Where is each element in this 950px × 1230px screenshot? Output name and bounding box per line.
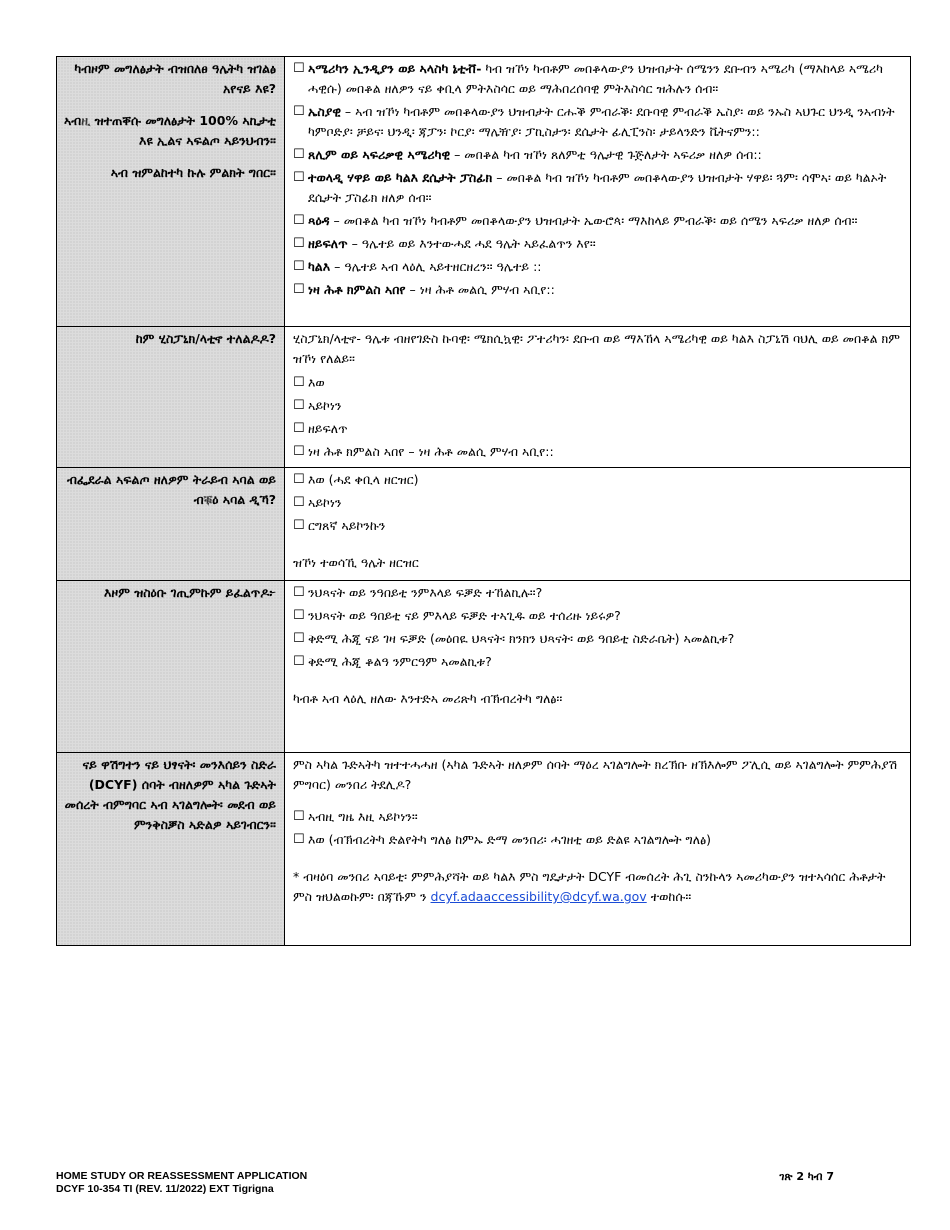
hispanic-question-cell: [57, 327, 285, 468]
page-number: ገጽ 2 ካብ 7: [779, 1170, 834, 1183]
experience-explain-label[interactable]: ካብቶ ኣብ ላዕሊ ዘለው እንተድኣ መሪጽካ ብኽብረትካ ግለፅ፡፡: [293, 691, 563, 706]
spacer: [293, 799, 904, 807]
hispanic-option-unknown[interactable]: ☐ ዘይፍለጥ: [293, 419, 904, 439]
checkbox[interactable]: ☐: [293, 631, 305, 646]
tribe-question: ብፌደራል ኣፍልጦ ዘለዎም ትራይብ ኣባል ወይ ብቑዕ ኣባል ዲኻ?: [67, 472, 276, 507]
race-disclaimer: ኣብዚ ዝተጠቐሱ መግለፅታት 100% ኣኪታቲ እዩ ኢልና ኣፍልጦ ኣይንህብን፡፡: [63, 113, 276, 148]
experience-option-prior-license[interactable]: ☐ ቅድሚ ሕጂ ናይ ገዛ ፍቓድ (መዕበዪ ህጻናት፡ ክንክን ህጻናት፡ ወይ ዓበይቲ ስድራቤት) ኣመልኪቱ?: [293, 629, 904, 649]
tribe-option-no[interactable]: ☐ ኣይኮነን: [293, 493, 904, 513]
checkbox[interactable]: ☐: [293, 585, 305, 600]
race-option-decline[interactable]: ☐ ነዛ ሕቶ ክምልስ ኣበየ – ነዛ ሕቶ መልሲ ምሃብ ኣቢየ::: [293, 280, 904, 300]
hispanic-option-decline[interactable]: ☐ ነዛ ሕቶ ክምልስ ኣበየ – ነዛ ሕቶ መልሲ ምሃብ ኣቢየ::: [293, 442, 904, 462]
accommodation-option-yes[interactable]: ☐ እወ (ብኽብረትካ ድልየትካ ግለፅ ከምኡ ድማ መንበሪ፡ ሓገዘቲ ወይ ድልዩ ኣገልግሎት ግለፅ): [293, 830, 904, 850]
checkbox[interactable]: ☐: [293, 495, 305, 510]
row-hispanic: [57, 327, 911, 468]
race-option-black[interactable]: ☐ ጸሊም ወይ ኣፍሪቃዊ ኣሜሪካዊ – መበቆል ካብ ዝኾነ ጸለምቲ ዓሌታዊ ጉጅለታት ኣፍሪቃ ዘለዎ ሰብ::: [293, 145, 904, 165]
checkbox[interactable]: ☐: [293, 809, 305, 824]
checkbox[interactable]: ☐: [293, 444, 305, 459]
hispanic-option-no[interactable]: ☐ ኣይኮነን: [293, 396, 904, 416]
race-options-cell: [285, 57, 911, 327]
checkbox[interactable]: ☐: [293, 104, 305, 119]
checkbox[interactable]: ☐: [293, 608, 305, 623]
race-instruction: ኣብ ዝምልከተካ ኩሉ ምልክት ግበር፡፡: [110, 165, 276, 180]
checkbox[interactable]: ☐: [293, 375, 305, 390]
checkbox[interactable]: ☐: [293, 61, 305, 76]
experience-question: እዞም ዝስዕቡ ገጢምኩም ይፈልጥዶ፦: [104, 585, 276, 600]
checkbox[interactable]: ☐: [293, 832, 305, 847]
accommodation-options-cell: [285, 753, 911, 946]
tribe-additional-label[interactable]: ዝኾነ ተወሳኺ ዓሌት ዘርዝር: [293, 555, 419, 570]
ada-email-link[interactable]: dcyf.adaaccessibility@dcyf.wa.gov: [430, 889, 647, 904]
checkbox[interactable]: ☐: [293, 213, 305, 228]
experience-question-cell: [57, 581, 285, 753]
checkbox[interactable]: ☐: [293, 259, 305, 274]
checkbox[interactable]: ☐: [293, 398, 305, 413]
experience-option-prior-adoption[interactable]: ☐ ቅድሚ ሕጂ ቆልዓ ንምርዓም ኣመልኪቱ?: [293, 652, 904, 672]
accommodation-question: ምስ ኣካል ጉድኣትካ ዝተተሓሓዘ (ኣካል ጉድኣት ዘለዎም ሰባት ማዕረ ኣገልግሎት ክረኽቡ ዘኽእሎም ፖሊሲ ወይ ኣገልግሎት ምምሕያሽ ምግባር) መንበሪ ትደሊዶ?: [293, 757, 898, 792]
spacer: [293, 539, 904, 553]
checkbox[interactable]: ☐: [293, 518, 305, 533]
checkbox[interactable]: ☐: [293, 147, 305, 162]
checkbox[interactable]: ☐: [293, 654, 305, 669]
accommodation-note: * ብዛዕባ መንበሪ ኣባይቲ፡ ምምሕያሻት ወይ ካልእ ምስ ግዴታታት DCYF ብመሰረት ሕጊ ስንኩላን ኣመሪካውያን ዝተኣሳሰር ሕቶታት ምስ ዝህልወኩም፡ በጃኹም ን dcyf.adaaccessibility@dcyf.wa.gov ተወከሱ።: [293, 869, 886, 904]
tribe-option-unsure[interactable]: ☐ ርግጸኛ ኣይኮንኩን: [293, 516, 904, 536]
race-question: ካብዞም መግለፅታት ብዝበለፀ ዓሌትካ ዝገልፅ አየናይ እዩ?: [74, 61, 276, 96]
row-accommodation: [57, 753, 911, 946]
accommodation-statement: ናይ ዋሽግተን ናይ ህፃናት፡ መንእሰይን ስድራ (DCYF) ሰባት ብዘለዎም ኣካል ጉድኣት መሰረት ብምግባር ኣብ ኣገልግሎት፡ መደብ ወይ ምንቅስቓስ ኣድልዎ ኣይገብርን፡፡: [64, 757, 276, 832]
row-tribe: [57, 468, 911, 581]
tribe-option-yes[interactable]: ☐ እወ (ሓደ ቀቢላ ዘርዝር): [293, 470, 904, 490]
experience-option-license-denied[interactable]: ☐ ንህጻናት ወይ ንዓበይቲ ንምእላይ ፍቓድ ተኸልኪሉ።?: [293, 583, 904, 603]
hispanic-options-cell: [285, 327, 911, 468]
form-number: DCYF 10-354 TI (REV. 11/2022) EXT Tigrigna: [56, 1183, 274, 1195]
spacer: [293, 853, 904, 867]
race-option-pacific-islander[interactable]: ☐ ተወላዲ ሃዋይ ወይ ካልእ ደሴታት ፓስፊክ – መበቆል ካብ ዝኾነ ካብቶም መበቆላውያን ህዝብታት ሃዋይ፡ ጓም፡ ሳሞኣ፡ ወይ ካልኦት ደሴታት ፓስፊክ ዘለዎ ሰብ።: [293, 170, 887, 205]
checkbox[interactable]: ☐: [293, 170, 305, 185]
experience-option-license-revoked[interactable]: ☐ ንህጻናት ወይ ዓበይቲ ናይ ምእላይ ፍቓድ ተኣጊዱ ወይ ተሰሪዙ ነይሩዎ?: [293, 606, 904, 626]
race-option-american-indian[interactable]: ☐ ኣሜሪካን ኢንዲያን ወይ ኣላስካ ኔቲቭ- ካብ ዝኾነ ካብቶም መበቆላውያን ህዝብታት ሰሜንን ደቡብን ኣሜሪካ (ማእከላይ ኣሜሪካ ሓዊሱ) መበቆል ዘለዎን ናይ ቀቢላ ምትእስሳር ወይ ማሕበረሰባዊ ምትእስሳር ዝሕሉን ሰብ።: [293, 61, 883, 96]
form-footer: [56, 1170, 307, 1196]
accommodation-option-no[interactable]: ☐ ኣብዚ ግዜ እዚ ኣይኮነን።: [293, 807, 904, 827]
race-option-white[interactable]: ☐ ጻዕዳ – መበቆል ካብ ዝኾነ ካብቶም መበቆላውያን ህዝብታት ኤውሮጳ፡ ማእከላይ ምብራቕ፡ ወይ ሰሜን ኣፍሪቃ ዘለዎ ሰብ።: [293, 211, 904, 231]
row-race: [57, 57, 911, 327]
experience-options-cell: [285, 581, 911, 753]
accommodation-question-cell: [57, 753, 285, 946]
checkbox[interactable]: ☐: [293, 236, 305, 251]
spacer: [293, 675, 904, 689]
checkbox[interactable]: ☐: [293, 472, 305, 487]
race-option-unknown[interactable]: ☐ ዘይፍለጥ – ዓሌተይ ወይ እንተውሓደ ሓደ ዓሌት ኣይፈልጥን እየ።: [293, 234, 904, 254]
row-experience: [57, 581, 911, 753]
form-table: [56, 56, 911, 946]
race-option-asian[interactable]: ☐ ኤስያዊ – ኣብ ዝኾነ ካብቶም መበቆላውያን ህዝብታት ርሑቕ ምብራቕ፡ ደቡባዊ ምብራቕ ኤስያ፡ ወይ ንኡስ ኣህጉር ህንዲ ንኣብነት ካምቦድያ፡ ቻይና፡ ህንዲ፡ ጃፓን፡ ኮርያ፡ ማሌዥያ፡ ፓኪስታን፡ ደሴታት ፊሊፒንስ፡ ታይላንድን ቬትናምን::: [293, 104, 895, 139]
hispanic-question: ከም ሂስፓኒክ/ላቲኖ ተለልዶዶ?: [135, 331, 276, 346]
tribe-question-cell: [57, 468, 285, 581]
race-option-other[interactable]: ☐ ካልእ – ዓሌተይ ኣብ ላዕሊ ኣይተዘርዘረን። ዓሌተይ ::: [293, 257, 904, 277]
form-title: HOME STUDY OR REASSESSMENT APPLICATION: [56, 1170, 308, 1182]
checkbox[interactable]: ☐: [293, 421, 305, 436]
checkbox[interactable]: ☐: [293, 282, 305, 297]
hispanic-definition: ሂስፓኒክ/ላቲኖ- ዓሌቱ ብዘየገድስ ኩባዊ፡ ሜክሲኳዊ፡ ፖተሪካን፡ ደቡብ ወይ ማእኸላ ኣሜሪካዊ ወይ ካልእ ስፓኒሽ ባህሊ ወይ መበቆል ክም ዝኾነ የለልይ፡፡: [293, 331, 900, 366]
race-question-cell: [57, 57, 285, 327]
tribe-options-cell: [285, 468, 911, 581]
hispanic-option-yes[interactable]: ☐ እወ: [293, 373, 904, 393]
